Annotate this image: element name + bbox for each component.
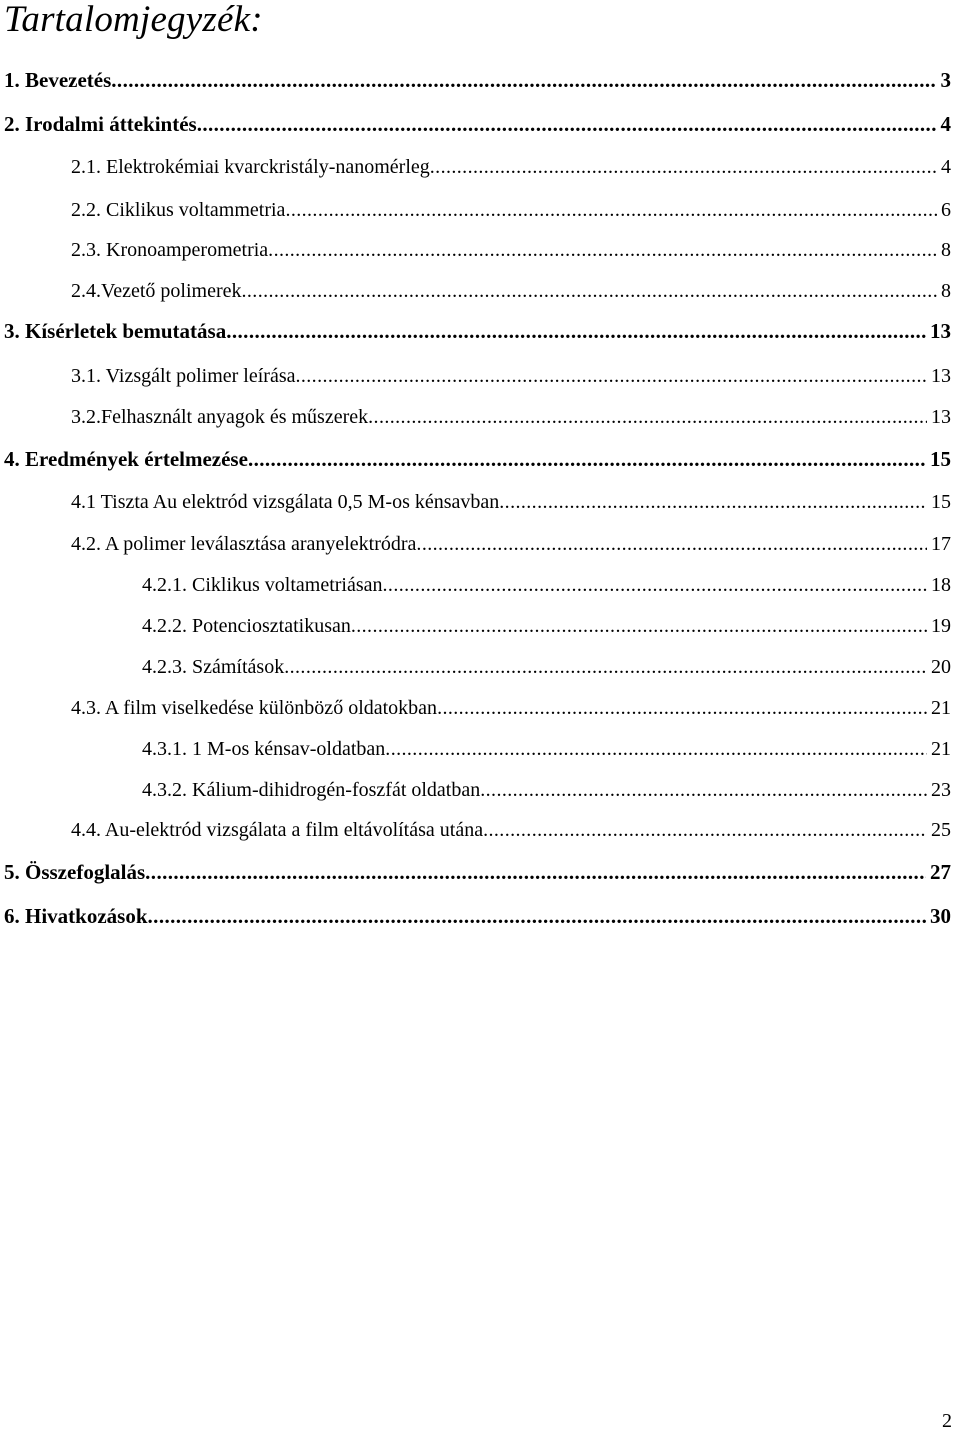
toc-entry-label: 5. Összefoglalás — [4, 860, 146, 884]
toc-entry-label: 4.3.1. 1 M-os kénsav-oldatban — [142, 738, 386, 760]
toc-entry-label: 2. Irodalmi áttekintés — [4, 112, 197, 136]
toc-dot-leader — [416, 534, 927, 554]
toc-entry-page: 27 — [930, 860, 951, 884]
toc-entry[interactable] — [71, 534, 951, 554]
toc-entry[interactable] — [71, 820, 951, 840]
toc-entry[interactable] — [71, 157, 951, 177]
toc-entry-page: 15 — [931, 491, 951, 513]
toc-entry-label: 2.2. Ciklikus voltammetria — [71, 199, 286, 221]
toc-dot-leader — [285, 200, 937, 220]
toc-entry-label: 2.3. Kronoamperometria — [71, 239, 269, 261]
toc-entry-label: 4.3. A film viselkedése különböző oldatokban — [71, 697, 438, 719]
toc-entry-label: 6. Hivatkozások — [4, 904, 148, 928]
toc-entry[interactable] — [4, 906, 951, 927]
toc-entry[interactable] — [71, 366, 951, 386]
toc-title: Tartalomjegyzék: — [4, 0, 263, 40]
toc-entry[interactable] — [4, 321, 951, 342]
toc-entry-page: 3 — [940, 68, 951, 92]
toc-dot-leader — [248, 449, 926, 470]
toc-entry[interactable] — [4, 862, 951, 883]
toc-entry-page: 21 — [931, 738, 951, 760]
toc-entry-page: 20 — [931, 656, 951, 678]
toc-dot-leader — [499, 492, 927, 512]
toc-entry[interactable] — [71, 281, 951, 301]
toc-entry-label: 3. Kísérletek bemutatása — [4, 319, 227, 343]
toc-dot-leader — [268, 240, 937, 260]
toc-entry-label: 2.4.Vezető polimerek — [71, 280, 242, 302]
toc-entry-page: 13 — [931, 406, 951, 428]
page-number: 2 — [942, 1410, 952, 1432]
toc-dot-leader — [295, 366, 927, 386]
toc-dot-leader — [385, 739, 927, 759]
toc-entry[interactable] — [4, 114, 951, 135]
toc-entry[interactable] — [71, 698, 951, 718]
toc-entry[interactable] — [71, 492, 951, 512]
toc-entry[interactable] — [4, 449, 951, 470]
toc-entry-label: 4.1 Tiszta Au elektród vizsgálata 0,5 M-os kénsavban — [71, 491, 500, 513]
toc-entry[interactable] — [4, 70, 951, 91]
toc-dot-leader — [226, 321, 926, 342]
toc-entry-label: 4. Eredmények értelmezése — [4, 447, 248, 471]
toc-entry-page: 13 — [931, 365, 951, 387]
toc-entry[interactable] — [71, 407, 951, 427]
toc-dot-leader — [383, 575, 927, 595]
toc-entry[interactable] — [142, 616, 951, 636]
toc-dot-leader — [197, 114, 937, 135]
toc-entry-page: 21 — [931, 697, 951, 719]
toc-entry-label: 2.1. Elektrokémiai kvarckristály-nanomérleg — [71, 156, 430, 178]
toc-entry[interactable] — [142, 780, 951, 800]
toc-entry-page: 19 — [931, 615, 951, 637]
toc-entry-page: 8 — [941, 239, 951, 261]
toc-entry[interactable] — [142, 657, 951, 677]
toc-entry-page: 15 — [930, 447, 951, 471]
toc-entry-page: 25 — [931, 819, 951, 841]
toc-dot-leader — [430, 157, 937, 177]
toc-entry-page: 13 — [930, 319, 951, 343]
toc-entry[interactable] — [142, 575, 951, 595]
toc-entry-label: 4.2. A polimer leválasztása aranyelektródra — [71, 533, 417, 555]
toc-dot-leader — [145, 862, 926, 883]
toc-entry-label: 4.3.2. Kálium-dihidrogén-foszfát oldatban — [142, 779, 481, 801]
toc-entry-page: 4 — [940, 112, 951, 136]
toc-entry-label: 4.2.2. Potenciosztatikusan — [142, 615, 351, 637]
toc-dot-leader — [483, 820, 927, 840]
toc-entry-page: 17 — [931, 533, 951, 555]
toc-entry-page: 6 — [941, 199, 951, 221]
toc-dot-leader — [351, 616, 927, 636]
toc-dot-leader — [480, 780, 927, 800]
toc-dot-leader — [368, 407, 927, 427]
toc-entry-label: 4.2.1. Ciklikus voltametriásan — [142, 574, 383, 596]
toc-dot-leader — [437, 698, 927, 718]
toc-entry[interactable] — [71, 200, 951, 220]
toc-entry[interactable] — [142, 739, 951, 759]
toc-entry-page: 18 — [931, 574, 951, 596]
toc-entry-page: 30 — [930, 904, 951, 928]
toc-entry-label: 3.1. Vizsgált polimer leírása — [71, 365, 296, 387]
toc-entry-label: 3.2.Felhasznált anyagok és műszerek — [71, 406, 369, 428]
toc-dot-leader — [242, 281, 938, 301]
toc-entry-label: 4.4. Au-elektród vizsgálata a film eltávolítása utána — [71, 819, 484, 841]
toc-entry-page: 23 — [931, 779, 951, 801]
toc-entry-page: 8 — [941, 280, 951, 302]
toc-dot-leader — [111, 70, 936, 91]
toc-entry-label: 4.2.3. Számítások — [142, 656, 285, 678]
toc-dot-leader — [148, 906, 926, 927]
toc-dot-leader — [284, 657, 927, 677]
toc-entry[interactable] — [71, 240, 951, 260]
toc-entry-label: 1. Bevezetés — [4, 68, 112, 92]
toc-entry-page: 4 — [941, 156, 951, 178]
